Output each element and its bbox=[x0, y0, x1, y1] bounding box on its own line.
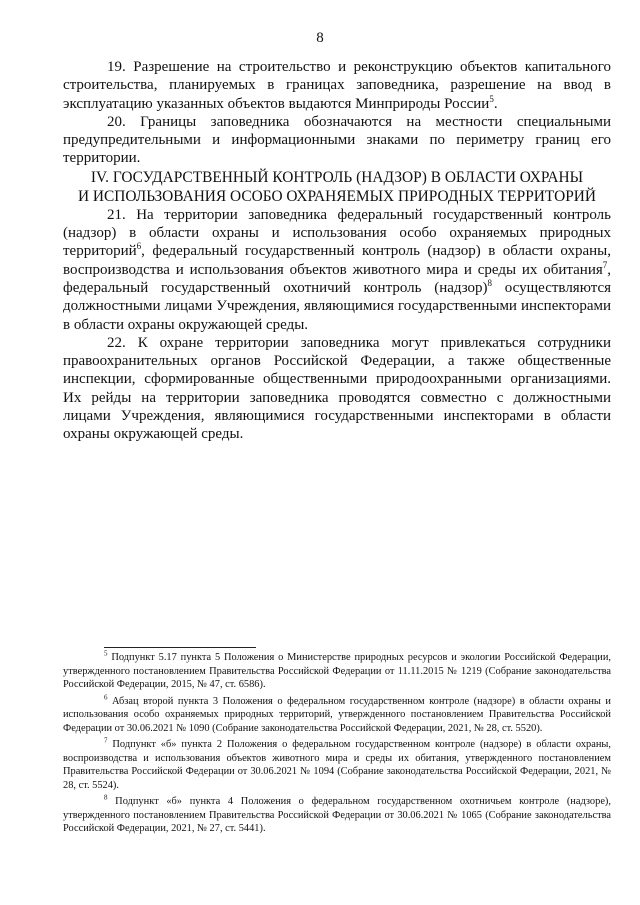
section-title-line-2: И ИСПОЛЬЗОВАНИЯ ОСОБО ОХРАНЯЕМЫХ ПРИРОДНЫХ ТЕРРИТОРИЙ bbox=[77, 187, 597, 205]
paragraph-19: 19. Разрешение на строительство и реконструкцию объектов капитального строительства, планируемых в границах заповедника, разрешение на ввод в эксплуатацию указанных объектов выдаются Минприроды России$^5$. bbox=[63, 59, 611, 112]
footnotes bbox=[63, 651, 611, 839]
document-body bbox=[63, 58, 611, 444]
footnote-5: $^5$ Подпункт 5.17 пункта 5 Положения о Министерстве природных ресурсов и экологии Российской Федерации, утвержденного постановлением Правительства Российской Федерации от 11.11.2015 № 1219 (Собрание законодательства Российской Федерации, 2015, № 47, ст. 6586). bbox=[63, 649, 611, 690]
section-title-line-1: IV. ГОСУДАРСТВЕННЫЙ КОНТРОЛЬ (НАДЗОР) В ОБЛАСТИ ОХРАНЫ bbox=[90, 168, 584, 186]
footnote-ref: 6 bbox=[136, 241, 142, 252]
footnote-6: $^6$ Абзац второй пункта 3 Положения о федеральном государственном контроле (надзоре) в области охраны и использования особо охраняемых природных территорий, утвержденного постановлением Правительства Российской Федерации от 30.06.2021 № 1090 (Собрание законодательства Российской Федерации, 2021, № 28, ст. 5520). bbox=[63, 693, 611, 734]
footnote-ref: 5 bbox=[489, 93, 494, 104]
paragraph-20: 20. Границы заповедника обозначаются на местности специальными предупредительными и информационными знаками по периметру границ его территории. bbox=[63, 113, 611, 167]
section-title bbox=[63, 168, 611, 206]
footnote-7: $^7$ Подпункт «б» пункта 2 Положения о федеральном государственном контроле (надзоре) в области охраны, воспроизводства и использования объектов животного мира и среды их обитания, утвержденного постановлением Правительства Российской Федерации от 30.06.2021 № 1094 (Собрание законодательства Российской Федерации, 2021, № 28, ст. 5524). bbox=[63, 736, 611, 791]
footnote-separator bbox=[104, 647, 256, 648]
page-number: 8 bbox=[316, 30, 324, 46]
footnote-8: $^8$ Подпункт «б» пункта 4 Положения о федеральном государственном охотничьем контроле (надзоре), утвержденного постановлением Правительства Российской Федерации от 30.06.2021 № 1065 (Собрание законодательства Российской Федерации, 2021, № 27, ст. 5441). bbox=[63, 793, 611, 834]
footnote-ref: 7 bbox=[602, 259, 608, 270]
paragraph-21: 21. На территории заповедника федеральный государственный контроль (надзор) в области охраны и использования особо охраняемых природных территорий$^6$, федеральный государственный контроль (надзор) в области охраны, воспроизводства и использования объектов животного мира и среды их обитания$^7$, федеральный государственный охотничий контроль (надзор)$^8$ осуществляются должностными лицами Учреждения, являющимися государственными инспекторами в области охраны окружающей среды. bbox=[63, 206, 612, 333]
paragraph-22: 22. К охране территории заповедника могут привлекаться сотрудники правоохранительных органов Российской Федерации, а также общественные инспекции, сформированные общественными природоохранными организациями. Их рейды на территории заповедника проводятся совместно с должностными лицами Учреждения, являющимися государственными инспекторами в области охраны окружающей среды. bbox=[63, 334, 611, 443]
footnote-ref: 8 bbox=[487, 277, 493, 288]
